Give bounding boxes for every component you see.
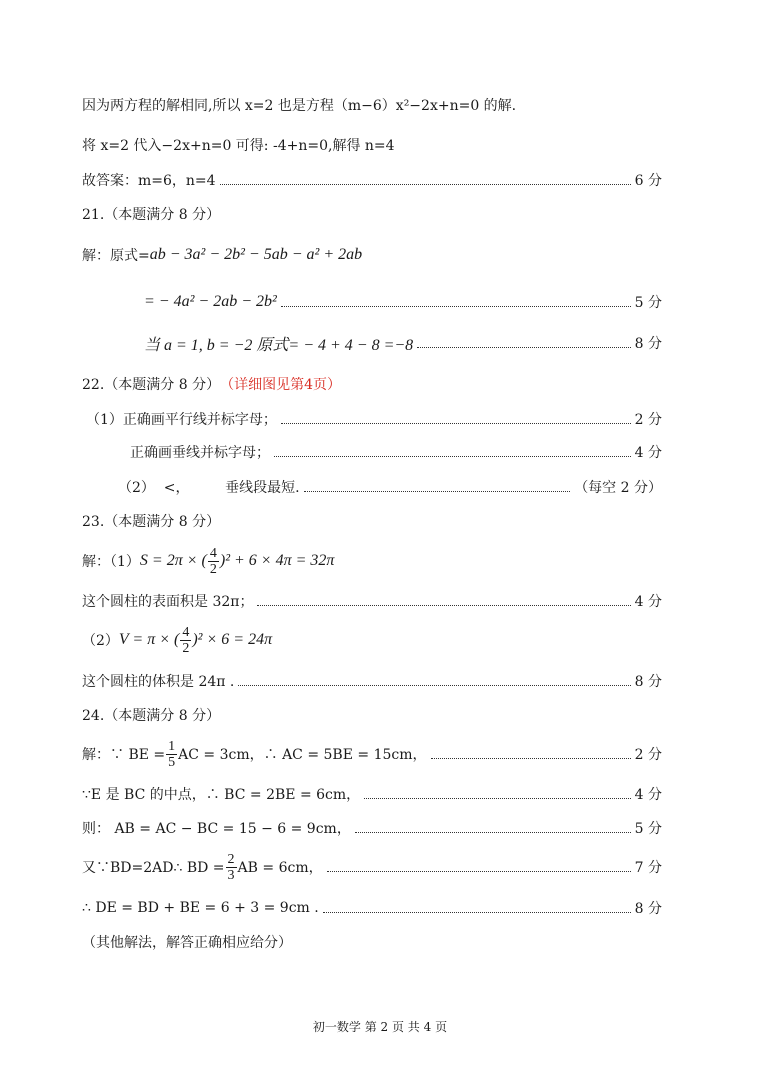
q24-step2: ∵E 是 BC 的中点，∴ BC = 2BE = 6cm， 4 分 <box>82 782 662 806</box>
score-label: （每空 2 分） <box>574 480 662 496</box>
score-label: 7 分 <box>634 860 662 876</box>
leader-dots <box>417 347 630 348</box>
page-footer: 初一数学 第 2 页 共 4 页 <box>312 1020 448 1034</box>
q23-step1: 解：（1） S = 2π × ( $\frac{4}{2}$ )² + 6 × 4π = 32π <box>82 545 335 577</box>
leader-dots <box>327 871 631 872</box>
q24-step3: 则： AB = AC − BC = 15 − 6 = 9cm， 5 分 <box>82 816 662 840</box>
q23-volume: 这个圆柱的体积是 24π . 8 分 <box>82 669 662 693</box>
q22-heading: 22.（本题满分 8 分） （详细图见第4页） <box>82 372 662 396</box>
leader-dots <box>238 685 630 686</box>
line-substitute: 将 x=2 代入−2x+n=0 可得: -4+n=0,解得 n=4 <box>82 138 395 154</box>
line-answer: 故答案：m=6，n=4 6 分 <box>82 168 662 192</box>
q23-heading: 23.（本题满分 8 分） <box>82 514 221 530</box>
leader-dots <box>323 912 631 913</box>
score-label: 6 分 <box>634 173 662 189</box>
q21-heading: 21.（本题满分 8 分） <box>82 207 221 223</box>
q23-step2: （2） V = π × ( $\frac{4}{2}$ )² × 6 = 24π <box>82 624 273 656</box>
q24-note: （其他解法，解答正确相应给分） <box>82 935 292 951</box>
q22-part1: （1）正确画平行线并标字母； 2 分 <box>86 407 662 431</box>
q21-step2: = − 4a² − 2ab − 2b² 5 分 <box>144 293 662 311</box>
score-label: 2 分 <box>634 747 662 763</box>
leader-dots <box>364 798 630 799</box>
q23-surface: 这个圆柱的表面积是 32π； 4 分 <box>82 589 662 613</box>
score-label: 8 分 <box>634 336 662 352</box>
q24-step4: 又∵BD=2AD∴ BD = $\frac{2}{3}$ AB = 6cm， 7 分 <box>82 851 662 883</box>
q24-step5: ∴ DE = BD + BE = 6 + 3 = 9cm . 8 分 <box>82 900 662 917</box>
leader-dots <box>257 605 630 606</box>
leader-dots <box>304 491 571 492</box>
score-label: 5 分 <box>634 821 662 837</box>
fraction: $\frac{4}{2}$ <box>209 545 217 577</box>
q24-heading: 24.（本题满分 8 分） <box>82 708 221 724</box>
q22-part2: （2） <， 垂线段最短. （每空 2 分） <box>118 475 662 499</box>
score-label: 4 分 <box>634 787 662 803</box>
score-label: 4 分 <box>634 445 662 461</box>
score-label: 4 分 <box>634 594 662 610</box>
leader-dots <box>431 758 631 759</box>
fraction: $\frac{1}{5}$ <box>168 738 176 770</box>
q21-step3: 当 a = 1, b = −2 原式= − 4 + 4 − 8 =−8 8 分 <box>144 331 662 355</box>
leader-dots <box>220 184 631 185</box>
q21-step1: 解：原式= ab − 3a² − 2b² − 5ab − a² + 2ab <box>82 246 363 264</box>
line-solution-same: 因为两方程的解相同,所以 x=2 也是方程（m−6）x²−2x+n=0 的解. <box>82 98 517 114</box>
score-label: 2 分 <box>634 412 662 428</box>
leader-dots <box>274 456 631 457</box>
leader-dots <box>281 306 631 307</box>
score-label: 8 分 <box>634 674 662 690</box>
figure-note: （详细图见第4页） <box>220 377 341 393</box>
fraction: $\frac{4}{2}$ <box>182 624 190 656</box>
q24-step1: 解：∵ BE = $\frac{1}{5}$ AC = 3cm，∴ AC = 5BE = 15cm， 2 分 <box>82 738 662 770</box>
fraction: $\frac{2}{3}$ <box>227 851 235 883</box>
score-label: 5 分 <box>634 295 662 311</box>
q22-part1b: 正确画垂线并标字母； 4 分 <box>130 440 662 464</box>
score-label: 8 分 <box>634 901 662 917</box>
leader-dots <box>281 423 631 424</box>
leader-dots <box>355 832 631 833</box>
